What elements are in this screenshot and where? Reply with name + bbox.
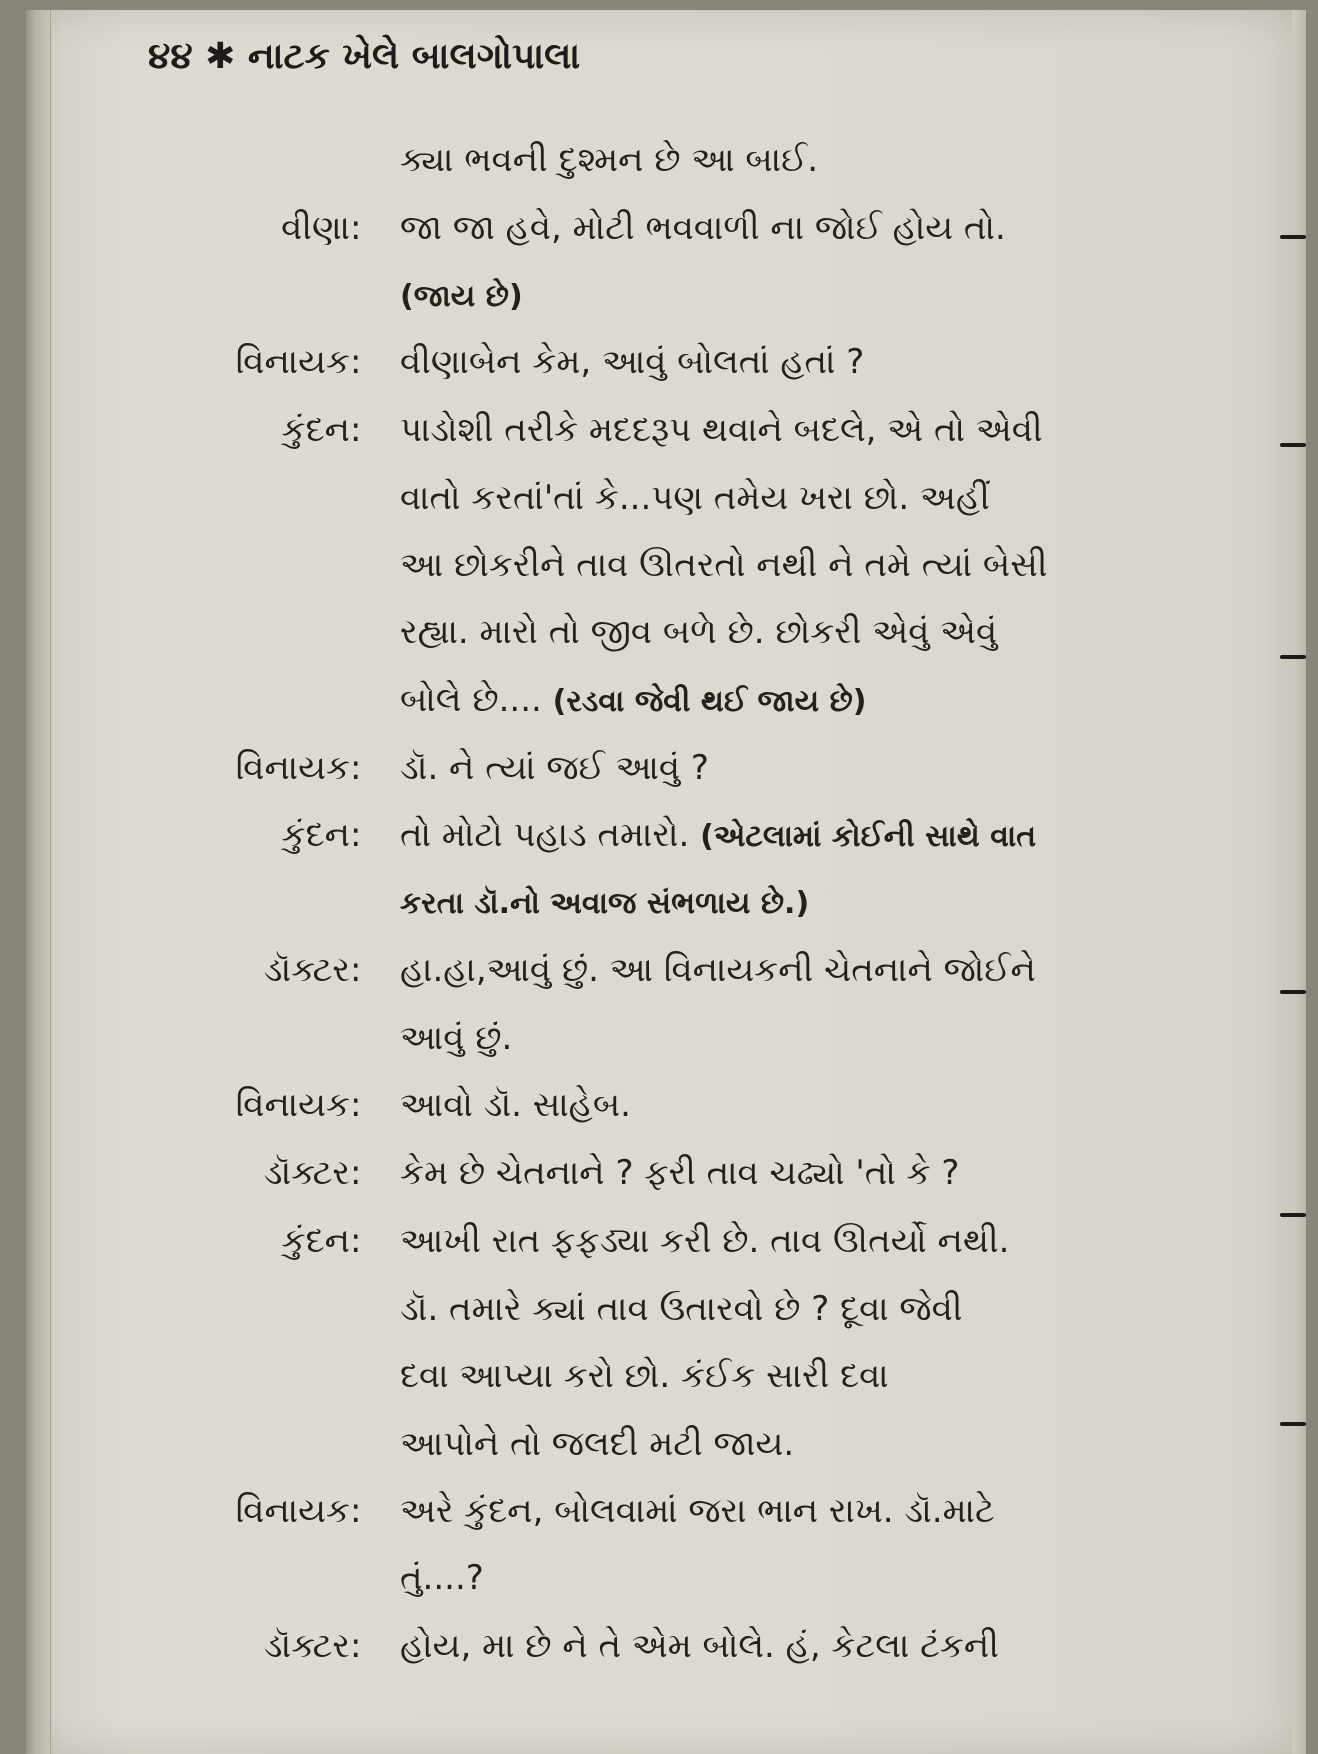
dialogue-line — [0, 1143, 1318, 1203]
speaker-colon: : — [350, 342, 362, 382]
spoken-text: વાતો કરતાં'તાં કે...પણ તમેય ખરા છો. અહીં — [400, 478, 990, 518]
dialogue-line — [0, 468, 1318, 528]
speaker-colon: : — [350, 208, 362, 248]
dialogue-line — [0, 130, 1318, 190]
dialogue-text — [400, 130, 818, 192]
dialogue-line — [0, 670, 1318, 730]
dialogue-line — [0, 738, 1318, 798]
dialogue-text — [400, 1414, 794, 1476]
dialogue-text — [400, 670, 867, 732]
dialogue-line — [0, 1616, 1318, 1676]
dialogue-line — [0, 602, 1318, 662]
spoken-text: જા જા હવે, મોટી ભવવાળી ના જોઈ હોય તો. — [400, 208, 1006, 248]
speaker-name: કુંદન — [281, 410, 350, 450]
spoken-text: વીણાબેન કેમ, આવું બોલતાં હતાં ? — [400, 342, 865, 382]
dialogue-text — [400, 265, 523, 327]
dialogue-text — [400, 535, 1047, 597]
spoken-text: આપોને તો જલદી મટી જાય. — [400, 1424, 795, 1464]
spoken-text: આખી રાત ફફડ્યા કરી છે. તાવ ઊતર્યો નથી. — [400, 1221, 1010, 1261]
running-header: ૪૪ ✱ નાટક ખેલે બાલગોપાલા — [148, 36, 581, 77]
dialogue-line — [0, 1414, 1318, 1474]
speaker-colon: : — [350, 950, 362, 990]
dialogue-text — [400, 1481, 995, 1543]
dialogue-text — [400, 805, 1036, 867]
dialogue-line — [0, 872, 1318, 932]
dialogue-line — [0, 1211, 1318, 1271]
dialogue-line — [0, 332, 1318, 392]
dialogue-text — [400, 602, 997, 664]
spoken-text: આવું છું. — [400, 1018, 513, 1058]
speaker-name: વિનાયક — [235, 748, 350, 788]
speaker-colon: : — [350, 815, 362, 855]
speaker-colon: : — [350, 1153, 362, 1193]
spoken-text: પાડોશી તરીકે મદદરૂપ થવાને બદલે, એ તો એવી — [400, 410, 1043, 450]
spoken-text: અરે કુંદન, બોલવામાં જરા ભાન રાખ. ડૉ.માટે — [400, 1491, 995, 1531]
stage-direction: (જાય છે) — [400, 279, 523, 314]
spoken-text: તો મોટો પહાડ તમારો. — [400, 815, 701, 855]
dialogue-line — [0, 1075, 1318, 1135]
spoken-text: ડૉ. તમારે ક્યાં તાવ ઉતારવો છે ? દૂવા જેવી — [400, 1289, 963, 1329]
speaker-name: વિનાયક — [235, 1085, 350, 1125]
dialogue-text — [400, 332, 864, 394]
spoken-text: રહ્યા. મારો તો જીવ બળે છે. છોકરી એવું એવું — [400, 612, 998, 652]
dialogue-text — [400, 1279, 962, 1341]
speaker-name: વિનાયક — [235, 342, 350, 382]
speaker-name: કુંદન — [281, 815, 350, 855]
dialogue-line — [0, 1548, 1318, 1608]
speaker-colon: : — [350, 748, 362, 788]
stage-direction: (એટલામાં કોઈની સાથે વાત — [700, 819, 1037, 854]
dialogue-text — [400, 738, 709, 800]
dialogue-text — [400, 400, 1043, 462]
speaker-colon: : — [350, 410, 362, 450]
speaker-colon: : — [350, 1085, 362, 1125]
dialogue-line — [0, 265, 1318, 325]
speaker-colon: : — [350, 1626, 362, 1666]
speaker-colon: : — [350, 1491, 362, 1531]
dialogue-text — [400, 468, 990, 530]
dialogue-line — [0, 1008, 1318, 1068]
dialogue-line — [0, 1279, 1318, 1339]
spoken-text: આવો ડૉ. સાહેબ. — [400, 1085, 631, 1125]
stage-direction: કરતા ડૉ.નો અવાજ સંભળાય છે.) — [400, 886, 810, 921]
dialogue-text — [400, 1008, 512, 1070]
stage-direction: (રડવા જેવી થઈ જાય છે) — [552, 684, 867, 719]
dialogue-line — [0, 805, 1318, 865]
spoken-text: ડૉ. ને ત્યાં જઈ આવું ? — [400, 748, 709, 788]
dialogue-text — [400, 1211, 1009, 1273]
spoken-text: ક્યા ભવની દુશ્મન છે આ બાઈ. — [400, 140, 819, 180]
spoken-text: બોલે છે.... — [400, 680, 553, 720]
dialogue-text — [400, 1346, 889, 1408]
speaker-name: વિનાયક — [235, 1491, 350, 1531]
dialogue-text — [400, 1616, 999, 1678]
speaker-name: કુંદન — [281, 1221, 350, 1261]
dialogue-text — [400, 198, 1006, 260]
spoken-text: દવા આપ્યા કરો છો. કંઈક સારી દવા — [400, 1356, 889, 1396]
dialogue-text — [400, 1075, 631, 1137]
spoken-text: કેમ છે ચેતનાને ? ફરી તાવ ચઢ્યો 'તો કે ? — [400, 1153, 960, 1193]
speaker-name: ડૉક્ટર — [263, 950, 350, 990]
dialogue-line — [0, 400, 1318, 460]
dialogue-line — [0, 940, 1318, 1000]
speaker-name: વીણા — [281, 208, 350, 248]
dialogue-line — [0, 1346, 1318, 1406]
dialogue-line — [0, 1481, 1318, 1541]
dialogue-text — [400, 872, 809, 934]
dialogue-line — [0, 198, 1318, 258]
speaker-name: ડૉક્ટર — [263, 1626, 350, 1666]
spoken-text: હોય, મા છે ને તે એમ બોલે. હં, કેટલા ટંકની — [400, 1626, 999, 1666]
dialogue-text — [400, 1143, 959, 1205]
spoken-text: આ છોકરીને તાવ ઊતરતો નથી ને તમે ત્યાં બેસી — [400, 545, 1048, 585]
dialogue-line — [0, 535, 1318, 595]
speaker-colon: : — [350, 1221, 362, 1261]
dialogue-text — [400, 940, 1036, 1002]
spoken-text: હા.હા,આવું છું. આ વિનાયકની ચેતનાને જોઈને — [400, 950, 1036, 990]
spoken-text: તું....? — [400, 1558, 484, 1598]
dialogue-text — [400, 1548, 484, 1610]
speaker-name: ડૉક્ટર — [263, 1153, 350, 1193]
